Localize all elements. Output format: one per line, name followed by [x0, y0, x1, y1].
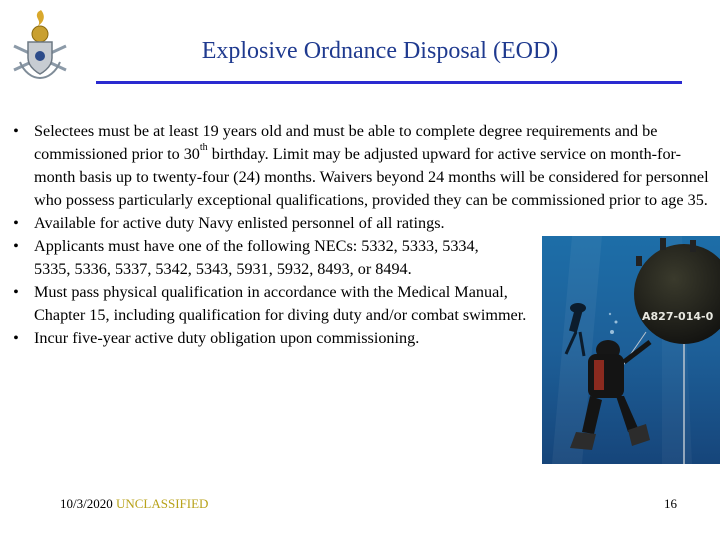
footer-classification: UNCLASSIFIED — [115, 496, 209, 511]
title-underline — [96, 81, 682, 84]
mine-marking: A827-014-0 — [642, 310, 714, 323]
bullet-marker: • — [13, 214, 19, 232]
list-item — [6, 281, 554, 327]
bullet-text-sup: th — [199, 142, 208, 153]
diver-with-mine-photo — [542, 236, 720, 464]
page-number: 16 — [664, 496, 677, 511]
list-item — [6, 235, 482, 281]
footer-date-classification — [60, 496, 208, 512]
bullet-marker: • — [13, 283, 19, 301]
bullet-marker: • — [13, 122, 19, 140]
bullet-text: Applicants must have one of the following NECs: 5332, 5333, 5334, 5335, 5336, 5337, 5342, 5343, 5931, 5932, 8493, or 8494. — [34, 237, 479, 278]
bullet-text: Incur five-year active duty obligation upon commissioning. — [34, 329, 420, 347]
eod-badge-emblem — [8, 8, 72, 82]
slide-title: Explosive Ordnance Disposal (EOD) — [201, 38, 559, 64]
bullet-marker: • — [13, 237, 19, 255]
list-item — [6, 212, 710, 235]
bullet-text-post: birthday. Limit may be adjusted upward for active service on month-for-month basis up to twenty-four (24) months. Waivers beyond 24 months will be considered for personnel who possess particularly exceptional qualifications, provided they can be commissioned prior to age 35. — [34, 145, 709, 209]
bullet-marker: • — [13, 329, 19, 347]
bullet-text-pre: Selectees must be at least 19 years old and must be able to complete degree requirements and be commissioned prior to 30 — [34, 122, 658, 163]
bullet-text: Available for active duty Navy enlisted personnel of all ratings. — [34, 214, 445, 232]
list-item — [6, 120, 710, 212]
footer-date: 10/3/2020 — [60, 496, 113, 511]
bullet-text: Must pass physical qualification in accordance with the Medical Manual, Chapter 15, including qualification for diving duty and/or combat swimmer. — [34, 283, 527, 324]
